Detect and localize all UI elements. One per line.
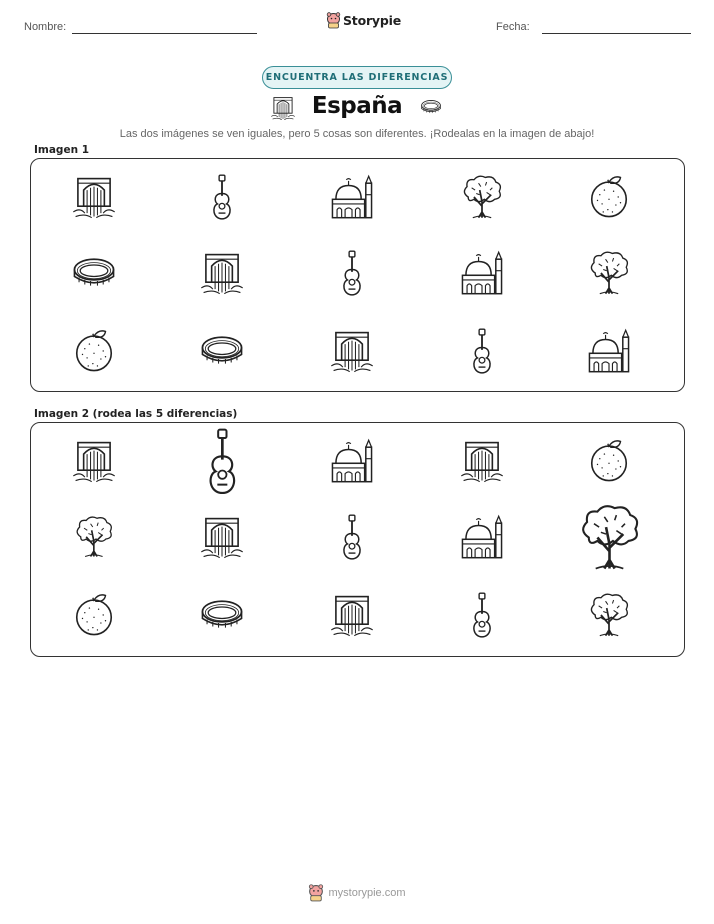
arch-waterfall-icon (199, 250, 245, 296)
mosque-icon[interactable] (459, 514, 505, 560)
olive-tree-icon[interactable] (72, 515, 116, 559)
guitar-icon[interactable] (459, 592, 505, 638)
storypie-mascot-icon (308, 884, 324, 902)
olive-tree-icon (459, 174, 505, 220)
arch-waterfall-icon (71, 174, 117, 220)
arch-waterfall-icon (329, 328, 375, 374)
guitar-icon[interactable] (329, 514, 375, 560)
guitar-icon (459, 328, 505, 374)
date-label: Fecha: (496, 21, 530, 33)
image1-label: Imagen 1 (34, 144, 90, 156)
instructions: Las dos imágenes se ven iguales, pero 5 cosas son diferentes. ¡Rodealas en la imagen de abajo! (119, 128, 595, 140)
bullring-icon[interactable] (199, 592, 245, 638)
arch-waterfall-icon[interactable] (71, 438, 117, 484)
name-label: Nombre: (24, 21, 67, 33)
arch-waterfall-icon[interactable] (329, 592, 375, 638)
brand-logo (326, 12, 401, 29)
guitar-icon[interactable] (189, 428, 256, 495)
title-bullring-icon (415, 96, 447, 123)
guitar-icon (199, 174, 245, 220)
name-line[interactable] (72, 33, 257, 34)
date-line[interactable] (542, 33, 691, 34)
mosque-icon[interactable] (329, 438, 375, 484)
mosque-icon (459, 250, 505, 296)
olive-tree-icon (586, 250, 632, 296)
orange-icon (71, 328, 117, 374)
olive-tree-icon[interactable] (586, 592, 632, 638)
arch-waterfall-icon[interactable] (459, 438, 505, 484)
image2-label: Imagen 2 (rodea las 5 diferencias) (34, 408, 238, 420)
image2-panel[interactable] (30, 422, 685, 657)
mosque-icon (586, 328, 632, 374)
arch-waterfall-icon[interactable] (199, 514, 245, 560)
guitar-icon (329, 250, 375, 296)
storypie-mascot-icon (326, 12, 341, 29)
footer-url[interactable]: mystorypie.com (328, 887, 406, 899)
brand-name: Storypie (343, 13, 401, 28)
footer (0, 884, 714, 902)
orange-icon[interactable] (586, 438, 632, 484)
mosque-icon (329, 174, 375, 220)
bullring-icon (199, 328, 245, 374)
image1-panel (30, 158, 685, 392)
page-title: España (311, 93, 403, 119)
activity-badge (262, 66, 452, 89)
bullring-icon (71, 250, 117, 296)
orange-icon[interactable] (71, 592, 117, 638)
activity-badge-text: ENCUENTRA LAS DIFERENCIAS (265, 72, 449, 83)
orange-icon (586, 174, 632, 220)
olive-tree-icon[interactable] (575, 503, 644, 572)
